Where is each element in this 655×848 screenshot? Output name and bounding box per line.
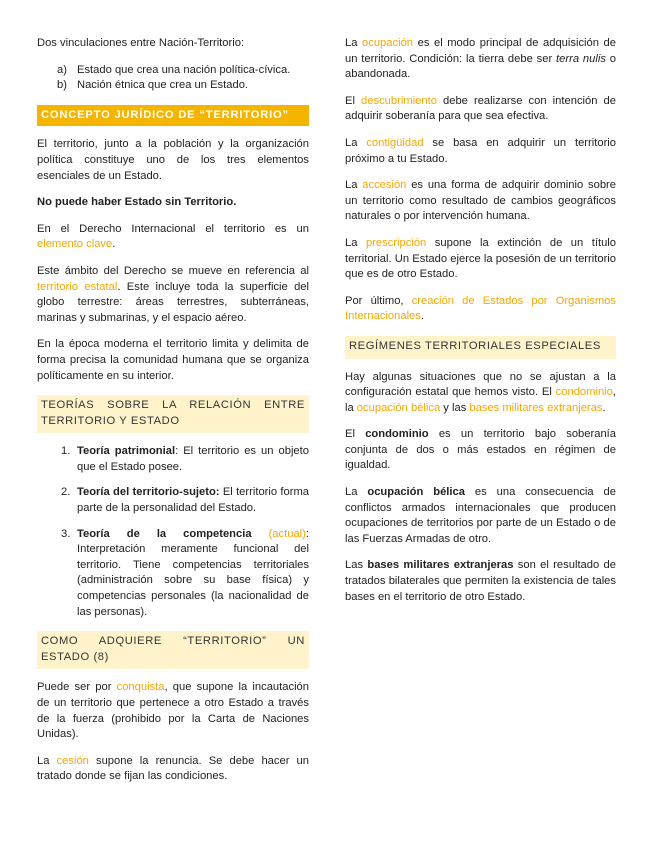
highlight-term: creación de Estados por Organismos Internacionales [345, 294, 616, 323]
paragraph-territorio-estatal: Este ámbito del Derecho se mueve en referencia al territorio estatal. Este incluye toda la superficie del globo terrestre: áreas terrestres, subterráneas, marinas y submarinas, y el espacio aéreo. [37, 264, 309, 324]
highlight-term: elemento clave [37, 238, 113, 251]
paragraph-ocupacion: La ocupación es el modo principal de adquisición de un territorio. Condición: la tierra debe ser terra nulis o abandonada. [345, 37, 616, 81]
intro-text: Dos vinculaciones entre Nación-Territorio: [37, 37, 245, 49]
paragraph-condominio: El condominio es un territorio bajo soberanía conjunta de dos o más estados en régimen de igualdad. [345, 428, 616, 472]
highlight-term: ocupación [362, 37, 414, 49]
highlight-term: prescripción [365, 236, 427, 249]
bold-term: ocupación bélica [367, 486, 465, 499]
highlight-term: territorio estatal [37, 280, 118, 293]
paragraph-contiguidad: La contigüidad se basa en adquirir un territorio próximo a tu Estado. [345, 136, 616, 165]
paragraph-prescripcion: La prescripción supone la extinción de un título territorial. Un Estado ejerce la posesión de un territorio que es de otro Estado. [345, 236, 616, 281]
highlight-term: bases militares extranjeras [469, 401, 603, 414]
list-item-text: Estado que crea una nación política-cívica. [77, 63, 291, 76]
highlight-term: contigüidad [366, 136, 424, 149]
right-column [345, 36, 616, 616]
paragraph-sin-territorio [37, 195, 309, 211]
list-item-text: Nación étnica que crea un Estado. [77, 79, 249, 92]
highlight-term: conquista [116, 681, 165, 694]
theories-list [37, 444, 309, 620]
list-item: 3. Teoría de la competencia (actual): Interpretación meramente funcional del territorio. Tiene competencias territoriales (administración sobre su base física) y competencias personales (la nacionalidad de las personas). [61, 527, 309, 618]
list-marker: 3. [61, 527, 71, 540]
list-item: 2. Teoría del territorio-sujeto: El territorio forma parte de la personalidad del Estado. [61, 486, 310, 515]
paragraph-cesion: La cesión supone la renuncia. Se debe hacer un tratado donde se fijan las condiciones. [37, 754, 309, 783]
paragraph-situaciones: Hay algunas situaciones que no se ajustan a la configuración estatal que hemos visto. El condominio, la ocupación bélica y las bases militares extranjeras. [345, 370, 616, 414]
paragraph-creacion-estados: Por último, creación de Estados por Organismos Internacionales. [345, 294, 616, 323]
paragraph-bases-militares: Las bases militares extranjeras son el resultado de tratados bilaterales que permiten la existencia de tales bases en el territorio de otro Estado. [345, 559, 616, 603]
paragraph-conquista: Puede ser por conquista, que supone la incautación de un territorio que pertenece a otro Estado a través de la fuerza (prohibido por la Carta de Naciones Unidas). [37, 681, 309, 741]
bold-term: condominio [365, 428, 429, 441]
highlight-term: cesión [56, 754, 89, 767]
list-marker: 1. [61, 445, 71, 458]
paragraph-derecho-internacional: En el Derecho Internacional el territorio es un elemento clave. [37, 222, 309, 251]
highlight-term: (actual) [268, 527, 306, 540]
list-marker: 2. [61, 486, 71, 499]
bold-statement: No puede haber Estado sin Territorio. [37, 196, 237, 209]
left-column [37, 36, 309, 796]
list-item [37, 63, 309, 79]
paragraph-epoca-moderna: En la época moderna el territorio limita y delimita de forma precisa la comunidad humana que se organiza políticamente en su interior. [37, 338, 309, 382]
list-marker: b) [57, 79, 67, 92]
heading-concepto-juridico: CONCEPTO JURÍDICO DE “TERRITORIO” [37, 105, 309, 127]
paragraph-territorio-elementos: El territorio, junto a la población y la organización política constituye uno de los tres elementos esenciales de un Estado. [37, 138, 309, 182]
latin-term: terra nulis [556, 52, 606, 65]
list-item: 1. Teoría patrimonial: El territorio es un objeto que el Estado posee. [61, 445, 309, 473]
heading-regimenes: REGÍMENES TERRITORIALES ESPECIALES [345, 336, 616, 359]
highlight-term: descubrimiento [361, 94, 437, 107]
paragraph-descubrimiento: El descubrimiento debe realizarse con intención de adquirir soberanía para que sea efectiva. [345, 94, 616, 123]
list-item [37, 78, 309, 94]
highlight-term: ocupación bélica [356, 401, 441, 414]
paragraph-accesion: La accesión es una forma de adquirir dominio sobre un territorio como resultado de cambios geográficos naturales o por intervención humana. [345, 179, 616, 223]
theory-title: Teoría de la competencia [77, 527, 252, 540]
highlight-term: condominio [555, 386, 613, 399]
heading-teorias: TEORÍAS SOBRE LA RELACIÓN ENTRE TERRITORIO Y ESTADO [37, 395, 309, 433]
bold-term: bases militares extranjeras [367, 559, 514, 572]
paragraph-ocupacion-belica: La ocupación bélica es una consecuencia de conflictos armados internacionales que producen ocupaciones de territorios por parte de un Estado o de las Fuerzas Armadas de otro. [345, 486, 616, 545]
theory-title: Teoría del territorio-sujeto: [77, 486, 220, 499]
heading-como-adquiere: COMO ADQUIERE “TERRITORIO” UN ESTADO (8) [37, 631, 309, 669]
list-marker: a) [57, 63, 67, 76]
nation-territory-list [37, 63, 309, 94]
theory-title: Teoría patrimonial [77, 445, 176, 458]
highlight-term: accesión [362, 179, 407, 192]
